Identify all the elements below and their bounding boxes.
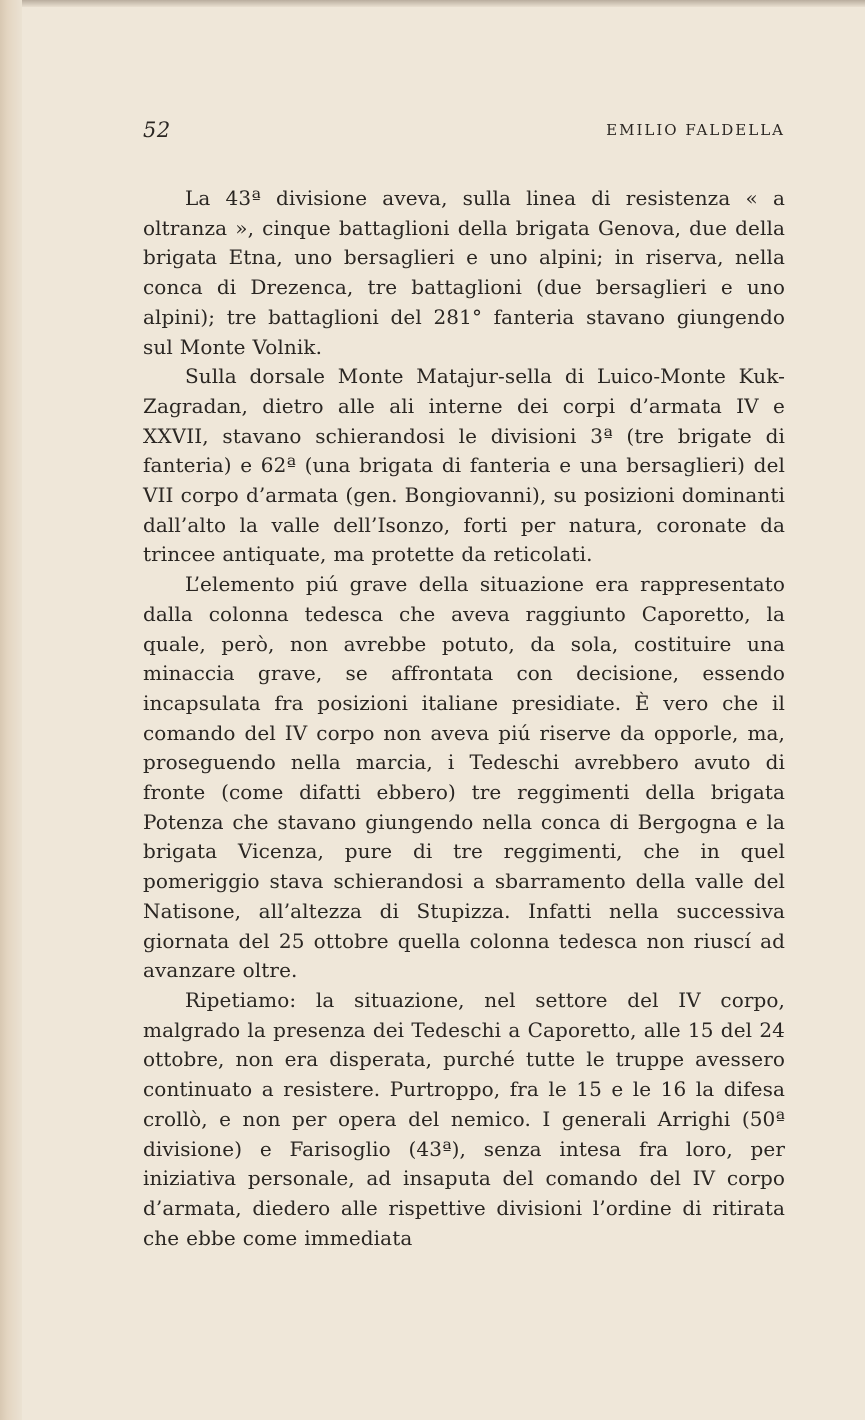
page-header [143,118,785,142]
paragraph: L’elemento piú grave della situazione era rappresentato dalla colonna tedesca che aveva raggiunto Caporetto, la quale, però, non avrebbe potuto, da sola, costituire una minaccia grave, se affrontata con decisione, essendo incapsulata fra posizioni italiane presidiate. È vero che il comando del IV corpo non aveva piú riserve da opporle, ma, proseguendo nella marcia, i Tedeschi avrebbero avuto di fronte (come difatti ebbero) tre reggimenti della brigata Potenza che stavano giungendo nella conca di Bergogna e la brigata Vicenza, pure di tre reggimenti, che in quel pomeriggio stava schierandosi a sbarramento della valle del Natisone, all’altezza di Stupizza. Infatti nella successiva giornata del 25 ottobre quella colonna tedesca non riuscí ad avanzare oltre. [143,572,785,983]
page-top-edge [0,0,865,7]
paragraph: Sulla dorsale Monte Matajur-sella di Luico-Monte Kuk-Zagradan, dietro alle ali interne dei corpi d’armata IV e XXVII, stavano schierandosi le divisioni 3ª (tre brigate di fanteria) e 62ª (una brigata di fanteria e una bersaglieri) del VII corpo d’armata (gen. Bongiovanni), su posizioni dominanti dall’alto la valle dell’Isonzo, forti per natura, coronate da trincee antiquate, ma protette da reticolati. [143,364,785,567]
running-head: EMILIO FALDELLA [606,121,785,139]
paragraph: La 43ª divisione aveva, sulla linea di resistenza « a oltranza », cinque battaglioni della brigata Genova, due della brigata Etna, uno bersaglieri e uno alpini; in riserva, nella conca di Drezenca, tre battaglioni (due bersaglieri e uno alpini); tre battaglioni del 281° fanteria stavano giungendo sul Monte Volnik. [143,186,785,359]
page-number: 52 [143,118,171,142]
paragraph: Ripetiamo: la situazione, nel settore del IV corpo, malgrado la presenza dei Tedeschi a Caporetto, alle 15 del 24 ottobre, non era disperata, purché tutte le truppe avessero continuato a resistere. Purtroppo, fra le 15 e le 16 la difesa crollò, e non per opera del nemico. I generali Arrighi (50ª divisione) e Farisoglio (43ª), senza intesa fra loro, per iniziativa personale, ad insaputa del comando del IV corpo d’armata, diedero alle rispettive divisioni l’ordine di ritirata che ebbe come immediata [143,987,785,1250]
page-gutter-shadow [0,0,22,1420]
body-text [143,184,785,1253]
